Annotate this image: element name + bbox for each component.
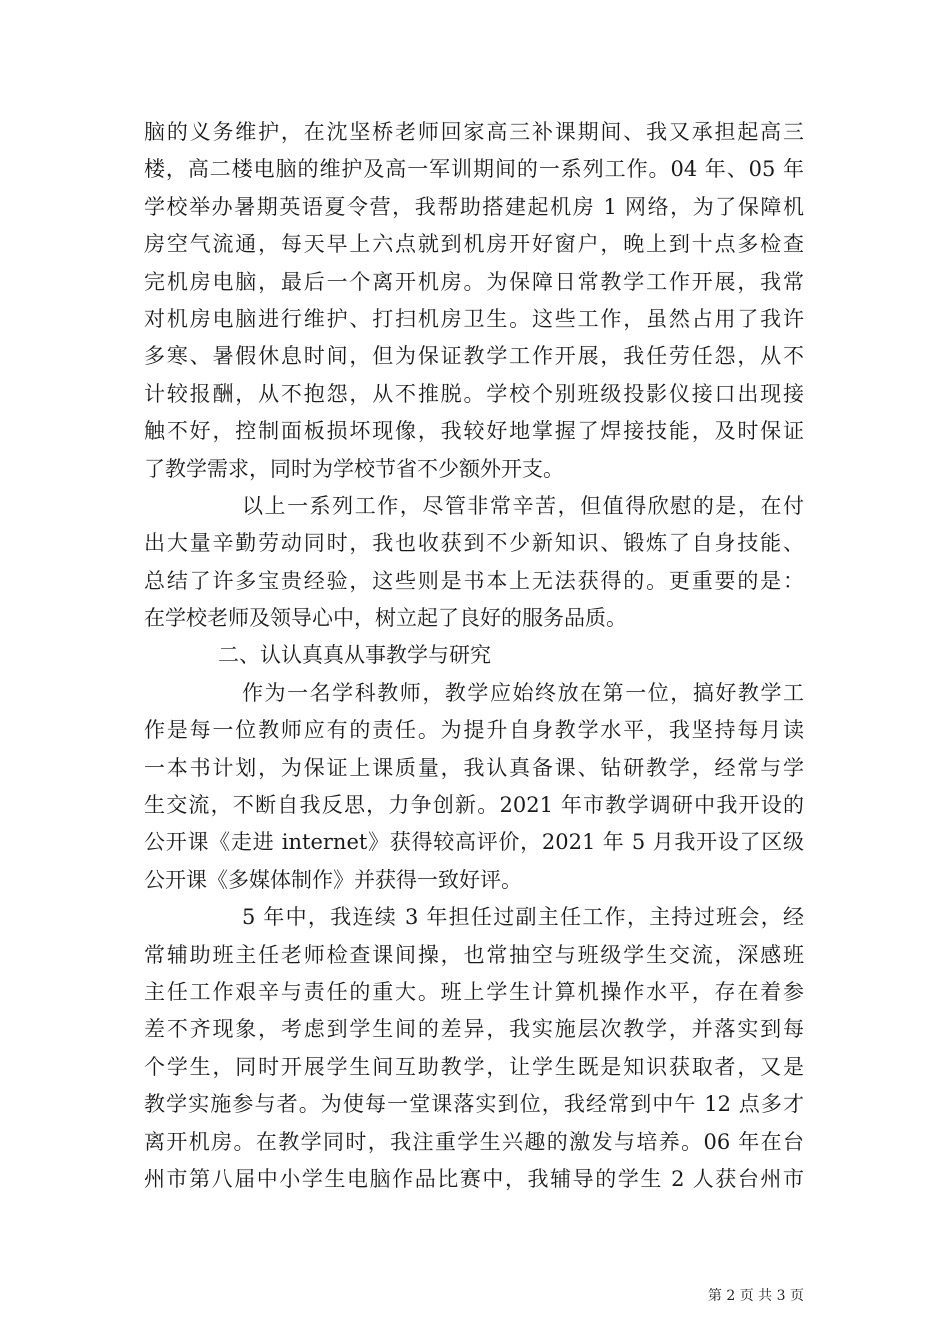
page-number: 第 2 页 共 3 页 — [707, 1288, 804, 1304]
text-line: 了教学需求，同时为学校节省不少额外开支。 — [144, 456, 564, 481]
text-line: 完机房电脑，最后一个离开机房。为保障日常教学工作开展，我常 — [144, 269, 804, 294]
text-line: 离开机房。在教学同时，我注重学生兴趣的激发与培养。06 年在台 — [144, 1129, 804, 1154]
text-line: 触不好，控制面板损坏现像，我较好地掌握了焊接技能，及时保证 — [144, 419, 804, 444]
text-line: 州市第八届中小学生电脑作品比赛中，我辅导的学生 2 人获台州市 — [144, 1166, 804, 1191]
text-line: 楼，高二楼电脑的维护及高一军训期间的一系列工作。04 年、05 年 — [144, 157, 804, 182]
text-line: 公开课《走进 internet》获得较高评价，2021 年 5 月我开设了区级 — [144, 830, 804, 855]
text-line: 房空气流通，每天早上六点就到机房开好窗户，晚上到十点多检查 — [144, 232, 804, 257]
section-heading: 二、认认真真从事教学与研究 — [218, 643, 491, 668]
paragraph-first-line: 5 年中，我连续 3 年担任过副主任工作，主持过班会，经 — [242, 905, 804, 930]
text-line: 作是每一位教师应有的责任。为提升自身教学水平，我坚持每月读 — [144, 718, 804, 743]
text-line: 生交流，不断自我反思，力争创新。2021 年市教学调研中我开设的 — [144, 793, 804, 818]
text-line: 总结了许多宝贵经验，这些则是书本上无法获得的。更重要的是： — [144, 568, 804, 593]
text-line: 个学生，同时开展学生间互助教学，让学生既是知识获取者，又是 — [144, 1054, 804, 1079]
text-line: 常辅助班主任老师检查课间操，也常抽空与班级学生交流，深感班 — [144, 942, 804, 967]
text-line: 计较报酬，从不抱怨，从不推脱。学校个别班级投影仪接口出现接 — [144, 381, 804, 406]
text-line: 一本书计划，为保证上课质量，我认真备课、钻研教学，经常与学 — [144, 755, 804, 780]
text-line: 对机房电脑进行维护、打扫机房卫生。这些工作，虽然占用了我许 — [144, 306, 804, 331]
text-line: 主任工作艰辛与责任的重大。班上学生计算机操作水平，存在着参 — [144, 979, 804, 1004]
text-line: 在学校老师及领导心中，树立起了良好的服务品质。 — [144, 606, 627, 631]
text-line: 学校举办暑期英语夏令营，我帮助搭建起机房 1 网络，为了保障机 — [144, 194, 804, 219]
text-line: 多寒、暑假休息时间，但为保证教学工作开展，我任劳任怨，从不 — [144, 344, 804, 369]
text-line: 差不齐现象，考虑到学生间的差异，我实施层次教学，并落实到每 — [144, 1017, 804, 1042]
paragraph-first-line: 作为一名学科教师，教学应始终放在第一位，搞好教学工 — [242, 680, 804, 705]
paragraph-first-line: 以上一系列工作，尽管非常辛苦，但值得欣慰的是，在付 — [242, 493, 804, 518]
text-line: 公开课《多媒体制作》并获得一致好评。 — [144, 867, 522, 892]
text-line: 教学实施参与者。为使每一堂课落实到位，我经常到中午 12 点多才 — [144, 1092, 804, 1117]
text-line: 脑的义务维护，在沈坚桥老师回家高三补课期间、我又承担起高三 — [144, 120, 804, 144]
text-line: 出大量辛勤劳动同时，我也收获到不少新知识、锻炼了自身技能、 — [144, 531, 804, 556]
document-body — [144, 114, 804, 1198]
